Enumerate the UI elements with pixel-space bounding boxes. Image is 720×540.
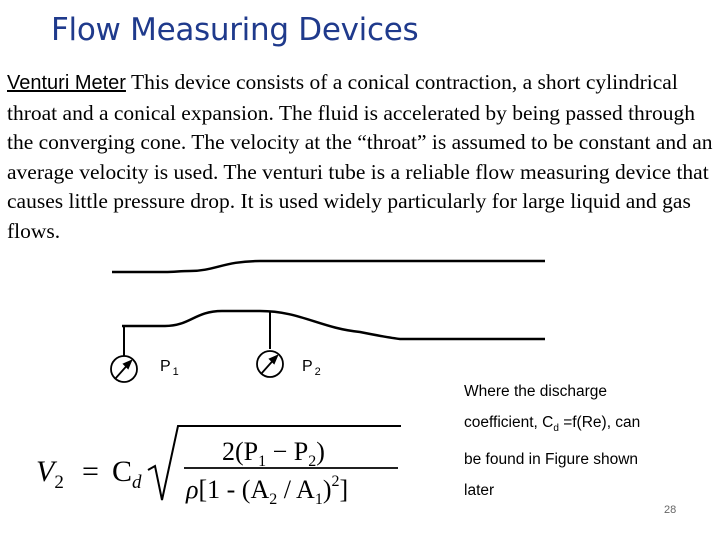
denominator-sub2: 1: [314, 491, 323, 508]
denominator-c: ): [322, 475, 332, 504]
denominator-end: ]: [339, 475, 349, 504]
note-line-3: be found in Figure shown: [464, 451, 639, 469]
svg-text:ρ[1 - (A2 / A1)2]: [185, 473, 348, 508]
slide-title: Flow Measuring Devices: [51, 12, 419, 48]
svg-text:V2: [36, 455, 64, 493]
venturi-diagram: [0, 250, 720, 390]
formula-v-sub: 2: [54, 472, 64, 493]
page-number: 28: [664, 504, 677, 516]
denominator-a: [1 - (A: [198, 475, 270, 504]
section-heading: Venturi Meter: [7, 72, 126, 94]
formula-cd-sub: d: [132, 472, 142, 493]
numerator-start: 2(P: [222, 437, 259, 466]
denominator-rho: ρ: [186, 475, 199, 504]
numerator-mid: − P: [266, 437, 309, 466]
note-line-1: Where the discharge: [464, 383, 608, 400]
formula-equals: =: [82, 455, 99, 488]
pipe-bottom-wall: [122, 311, 545, 339]
svg-text:2(P1 − P2): [222, 437, 325, 470]
body-text: This device consists of a conical contraction, a short cylindrical throat and a conical expansion. The fluid is accelerated by being passed through the converging cone. The velocity at the “throat” is assumed to be constant and an average velocity is used. The venturi tube is a reliable flow measuring device that causes little pressure drop. It is used widely particularly for large liquid and gas flows.: [7, 70, 713, 243]
p1-label: $P_1$: [160, 358, 179, 379]
svg-text:Cd: [112, 455, 142, 493]
body-paragraph: [7, 68, 715, 246]
denominator-b: / A: [277, 475, 315, 504]
formula-v: V: [36, 455, 55, 488]
pipe-top-wall: [112, 261, 545, 272]
denominator-sub1: 2: [269, 491, 278, 508]
note-line-4: later: [464, 482, 495, 500]
discharge-note: [464, 376, 694, 506]
note-line-2: coefficient, $C_d =f(Re)$, can: [464, 414, 641, 435]
denominator-exponent: 2: [331, 473, 340, 490]
p2-label: $P_2$: [302, 358, 321, 379]
numerator-sub2: 2: [308, 453, 317, 470]
numerator-sub1: 1: [258, 453, 267, 470]
discharge-formula: [36, 422, 406, 508]
formula-cd: C: [112, 455, 133, 488]
numerator-end: ): [316, 437, 325, 466]
